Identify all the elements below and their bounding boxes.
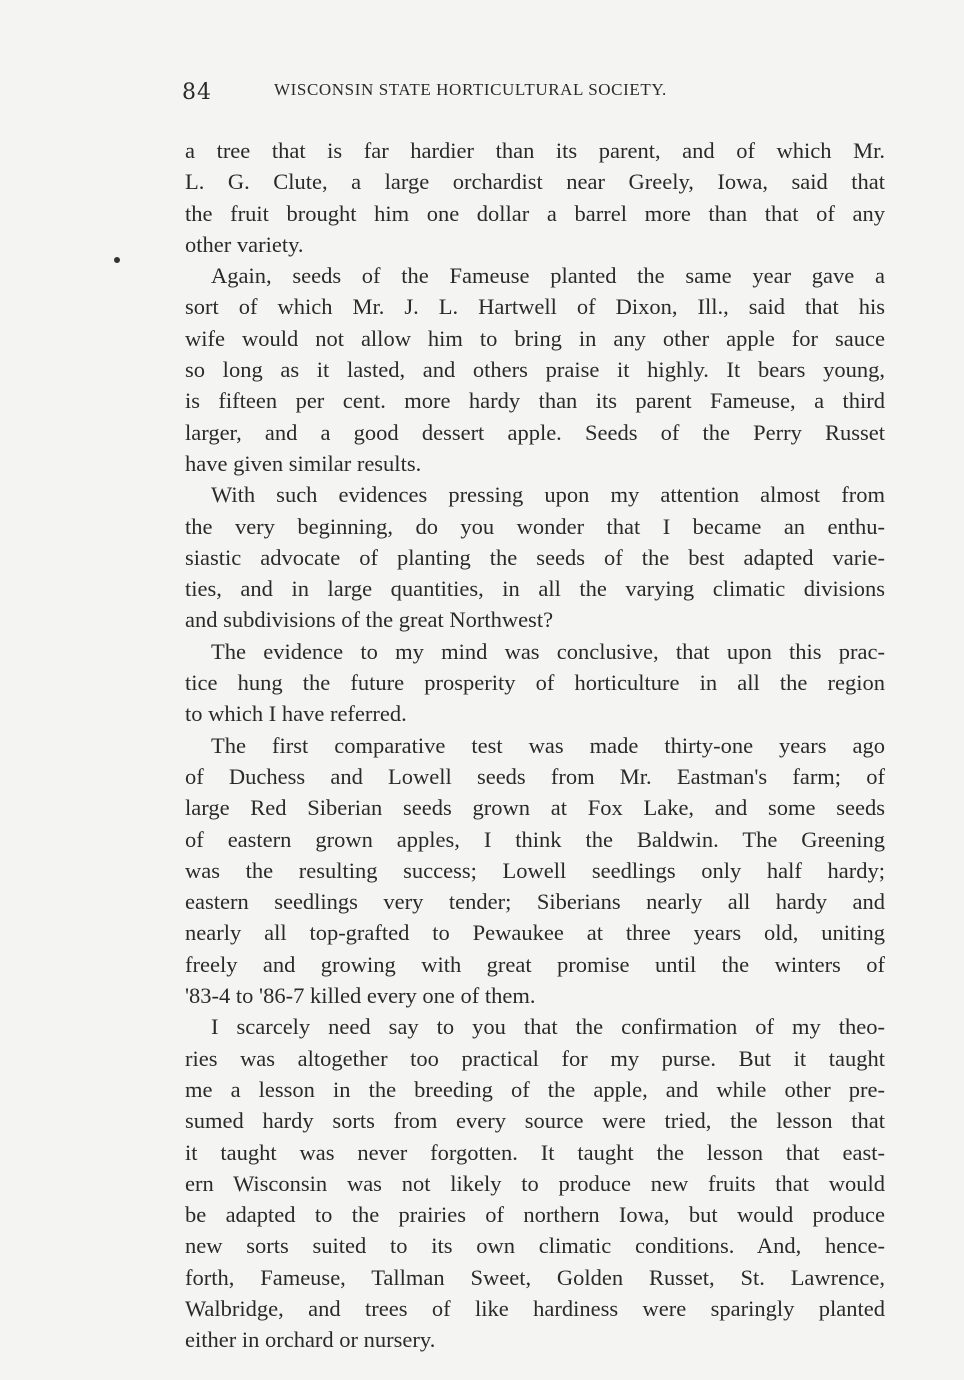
text-line: to which I have referred. — [185, 701, 407, 727]
text-line: sumed hardy sorts from every source were tried, the lesson that — [185, 1108, 885, 1134]
text-line: The first comparative test was made thirty-one years ago — [211, 732, 885, 758]
text-line: siastic advocate of planting the seeds of the best adapted varie- — [185, 544, 885, 570]
text-line: have given similar results. — [185, 450, 422, 476]
text-line: L. G. Clute, a large orchardist near Greely, Iowa, said that — [185, 169, 885, 195]
text-line: sort of which Mr. J. L. Hartwell of Dixon, Ill., said that his — [185, 294, 885, 320]
text-line: '83-4 to '86-7 killed every one of them. — [185, 983, 536, 1009]
margin-speck — [114, 257, 120, 263]
text-line: Again, seeds of the Fameuse planted the same year gave a — [211, 263, 885, 289]
text-line: either in orchard or nursery. — [185, 1327, 436, 1353]
text-line: so long as it lasted, and others praise it highly. It bears young, — [185, 357, 885, 383]
text-line: the fruit brought him one dollar a barrel more than that of any — [185, 200, 885, 226]
running-head: WISCONSIN STATE HORTICULTURAL SOCIETY. — [274, 80, 667, 99]
text-line: and subdivisions of the great Northwest? — [185, 607, 554, 633]
text-line: ern Wisconsin was not likely to produce new fruits that would — [185, 1170, 885, 1196]
text-line: nearly all top-grafted to Pewaukee at three years old, uniting — [185, 920, 885, 946]
text-line: ries was altogether too practical for my purse. But it taught — [185, 1045, 885, 1071]
text-line: me a lesson in the breeding of the apple, and while other pre- — [185, 1076, 885, 1102]
text-line: Walbridge, and trees of like hardiness were sparingly planted — [185, 1295, 885, 1321]
text-line: larger, and a good dessert apple. Seeds of the Perry Russet — [185, 419, 885, 445]
text-line: The evidence to my mind was conclusive, that upon this prac- — [211, 638, 885, 664]
text-line: is fifteen per cent. more hardy than its parent Fameuse, a third — [185, 388, 885, 414]
page-number: 84 — [182, 80, 212, 105]
text-line: wife would not allow him to bring in any other apple for sauce — [185, 325, 885, 351]
text-line: was the resulting success; Lowell seedlings only half hardy; — [185, 857, 885, 883]
text-line: be adapted to the prairies of northern Iowa, but would produce — [185, 1202, 885, 1228]
text-line: tice hung the future prosperity of horticulture in all the region — [185, 670, 885, 696]
page-header — [182, 74, 882, 114]
text-line: of eastern grown apples, I think the Baldwin. The Greening — [185, 826, 885, 852]
text-line: other variety. — [185, 231, 304, 257]
text-line: freely and growing with great promise until the winters of — [185, 951, 885, 977]
text-line: With such evidences pressing upon my attention almost from — [211, 482, 885, 508]
text-line: eastern seedlings very tender; Siberians nearly all hardy and — [185, 889, 885, 915]
text-line: forth, Fameuse, Tallman Sweet, Golden Russet, St. Lawrence, — [185, 1264, 885, 1290]
text-line: the very beginning, do you wonder that I became an enthu- — [185, 513, 885, 539]
text-line: it taught was never forgotten. It taught the lesson that east- — [185, 1139, 885, 1165]
body-text — [185, 135, 885, 1356]
text-line: of Duchess and Lowell seeds from Mr. Eastman's farm; of — [185, 763, 885, 789]
text-line: new sorts suited to its own climatic conditions. And, hence- — [185, 1233, 885, 1259]
text-line: I scarcely need say to you that the confirmation of my theo- — [211, 1014, 885, 1040]
text-line: large Red Siberian seeds grown at Fox Lake, and some seeds — [185, 795, 885, 821]
text-line: a tree that is far hardier than its parent, and of which Mr. — [185, 138, 885, 163]
text-line: ties, and in large quantities, in all the varying climatic divisions — [185, 576, 885, 602]
